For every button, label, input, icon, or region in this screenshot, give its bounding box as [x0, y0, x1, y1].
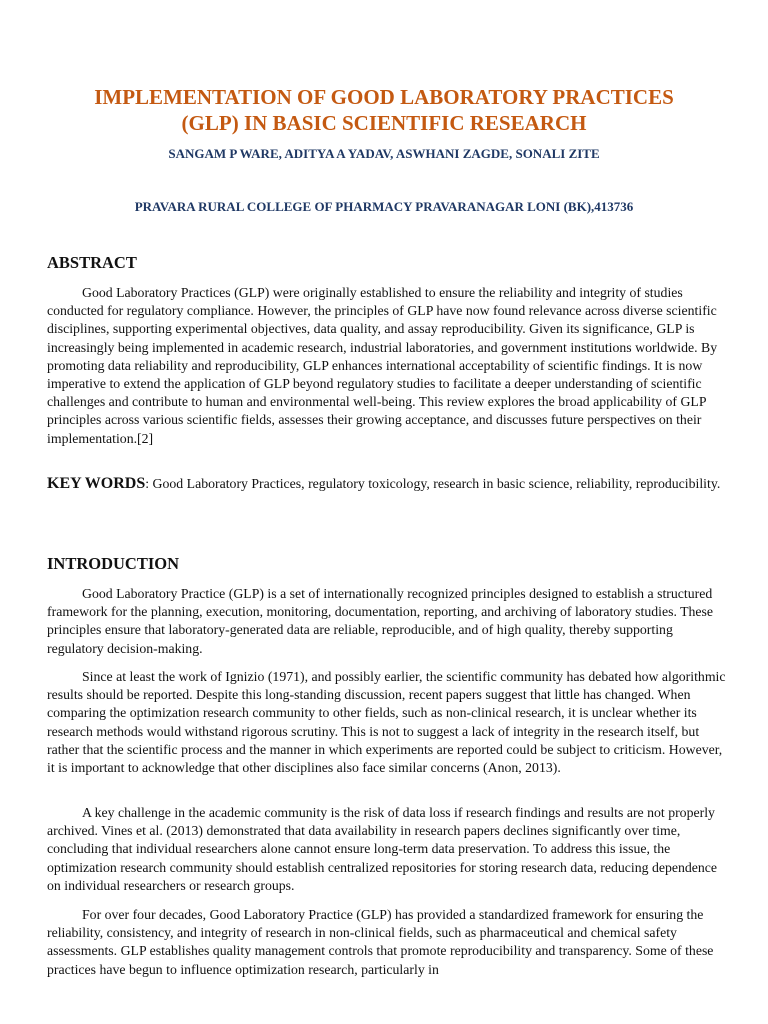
abstract-heading: ABSTRACT	[47, 253, 137, 272]
title-line-2: (GLP) IN BASIC SCIENTIFIC RESEARCH	[181, 111, 587, 135]
introduction-heading: INTRODUCTION	[47, 554, 180, 573]
keywords-label: KEY WORDS	[47, 475, 146, 492]
intro-paragraph-4: For over four decades, Good Laboratory Practice (GLP) has provided a standardized framework for ensuring the reliability, consistency, and integrity of research in non-clinical fields, such as pharmaceutical and chemical safety assessments. GLP establishes quality management controls that promote reproducibility and transparency. Some of these practices have begun to influence optimization research, particularly in	[47, 907, 714, 977]
affiliation: PRAVARA RURAL COLLEGE OF PHARMACY PRAVARANAGAR LONI (BK),413736	[134, 199, 634, 214]
title-line-1: IMPLEMENTATION OF GOOD LABORATORY PRACTICES	[94, 85, 674, 109]
paper-title	[40, 84, 728, 136]
keywords-block	[47, 475, 727, 493]
keywords-text: : Good Laboratory Practices, regulatory toxicology, research in basic science, reliability, reproducibility.	[145, 476, 721, 491]
abstract-paragraph: Good Laboratory Practices (GLP) were originally established to ensure the reliability and integrity of studies conducted for regulatory compliance. However, the principles of GLP have now found relevance across diverse scientific disciplines, supporting experimental objectives, data quality, and assay reproducibility. Given its significance, GLP is increasingly being implemented in academic research, industrial laboratories, and government institutions worldwide. By promoting data reliability and reproducibility, GLP enhances international acceptability of scientific findings. It is now imperative to extend the application of GLP beyond regulatory studies to facilitate a deeper understanding of scientific challenges and contribute to human and environmental well-being. This review explores the broad applicability of GLP principles across various scientific fields, assesses their growing acceptance, and discusses future perspectives on their implementation.[2]	[47, 285, 718, 446]
intro-paragraph-3: A key challenge in the academic community is the risk of data loss if research findings and results are not properly archived. Vines et al. (2013) demonstrated that data availability in research papers declines significantly over time, concluding that individual researchers alone cannot ensure long-term data preservation. To address this issue, the optimization research community should establish centralized repositories for storing research data, reducing dependence on individual researchers or research groups.	[47, 805, 718, 893]
intro-paragraph-1: Good Laboratory Practice (GLP) is a set of internationally recognized principles designed to establish a structured framework for the planning, execution, monitoring, documentation, reporting, and archiving of laboratory studies. These principles ensure that laboratory-generated data are reliable, reproducible, and of high quality, thereby supporting regulatory decision-making.	[47, 586, 714, 656]
author-list: SANGAM P WARE, ADITYA A YADAV, ASWHANI ZAGDE, SONALI ZITE	[168, 146, 600, 161]
intro-paragraph-2: Since at least the work of Ignizio (1971), and possibly earlier, the scientific community has debated how algorithmic results should be reported. Despite this long-standing discussion, recent papers suggest that little has changed. When comparing the optimization research community to other fields, such as non-clinical research, it is unclear whether its research methods would withstand rigorous scrutiny. This is not to suggest a lack of integrity in the research itself, but rather that the scientific process and the manner in which experiments are reported could be subject to criticism. However, it is important to acknowledge that other disciplines also face similar concerns (Anon, 2013).	[47, 669, 726, 776]
